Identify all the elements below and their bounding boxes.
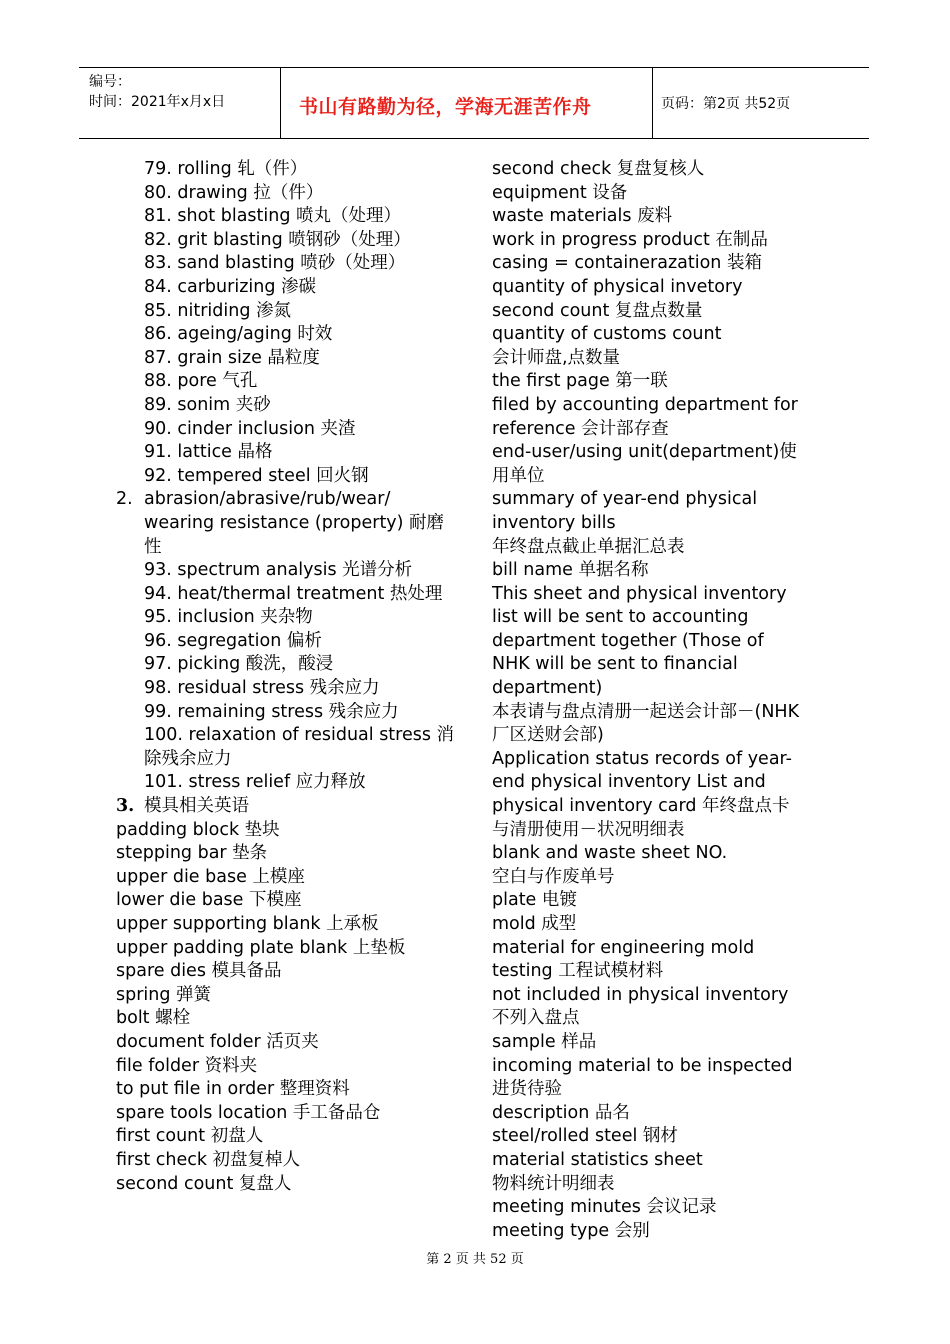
section-2-number: 2. bbox=[116, 489, 133, 510]
motto: 书山有路勤为径，学海无涯苦作舟 bbox=[299, 96, 592, 118]
right-column bbox=[492, 158, 837, 1243]
term-line: physical inventory card 年终盘点卡 bbox=[492, 796, 790, 817]
page-info: 页码：第2页 共52页 bbox=[661, 96, 791, 112]
term-list-c bbox=[116, 819, 461, 1197]
term-list-b bbox=[116, 559, 461, 795]
term-line: 82. grit blasting 喷钢砂（处理） bbox=[144, 229, 411, 250]
term-line: 101. stress relief 应力释放 bbox=[144, 772, 366, 793]
term-line: second count 复盘人 bbox=[116, 1173, 292, 1194]
section-3-number: 3. bbox=[116, 796, 135, 817]
term-line: end physical inventory List and bbox=[492, 772, 766, 793]
term-line: list will be sent to accounting bbox=[492, 607, 749, 628]
term-line: spring 弹簧 bbox=[116, 984, 212, 1005]
left-column bbox=[116, 158, 461, 1196]
term-line: mold 成型 bbox=[492, 914, 577, 934]
term-line: second check 复盘复核人 bbox=[492, 159, 705, 179]
term-line: second count 复盘点数量 bbox=[492, 300, 703, 321]
term-line: 86. ageing/aging 时效 bbox=[144, 324, 333, 345]
term-line: incoming material to be inspected bbox=[492, 1055, 793, 1076]
section-3-title: 模具相关英语 bbox=[144, 796, 249, 817]
term-line: end-user/using unit(department)使 bbox=[492, 442, 797, 463]
term-line: casing = containerazation 装箱 bbox=[492, 253, 762, 274]
term-line: 会计师盘,点数量 bbox=[492, 347, 621, 368]
term-line: 84. carburizing 渗碳 bbox=[144, 276, 317, 297]
term-line: 92. tempered steel 回火钢 bbox=[144, 465, 369, 486]
term-line: 94. heat/thermal treatment 热处理 bbox=[144, 583, 443, 604]
term-line: document folder 活页夹 bbox=[116, 1031, 319, 1052]
term-line: 厂区送财会部) bbox=[492, 725, 604, 746]
term-line: department together (Those of bbox=[492, 630, 764, 651]
page-header bbox=[79, 67, 869, 139]
number-label: 编号： bbox=[89, 74, 131, 90]
term-line: padding block 垫块 bbox=[116, 819, 280, 840]
term-line: 89. sonim 夹砂 bbox=[144, 394, 271, 415]
term-line: inventory bills bbox=[492, 512, 616, 533]
header-motto-cell bbox=[281, 68, 653, 138]
term-line: plate 电镀 bbox=[492, 890, 577, 911]
term-line: lower die base 下模座 bbox=[116, 890, 302, 911]
term-line: 100. relaxation of residual stress 消除残余应力 bbox=[144, 725, 455, 769]
term-line: 物料统计明细表 bbox=[492, 1173, 615, 1194]
term-line: not included in physical inventory bbox=[492, 984, 789, 1005]
term-line: testing 工程试模材料 bbox=[492, 961, 664, 982]
term-line: 79. rolling 轧（件） bbox=[144, 159, 308, 179]
term-line: description 品名 bbox=[492, 1102, 630, 1123]
term-line: 用单位 bbox=[492, 465, 545, 486]
term-line: steel/rolled steel 钢材 bbox=[492, 1126, 678, 1147]
term-line: 年终盘点截止单据汇总表 bbox=[492, 536, 685, 557]
term-line: spare dies 模具备品 bbox=[116, 961, 282, 982]
section-3 bbox=[116, 795, 461, 819]
term-line: material for engineering mold bbox=[492, 937, 755, 958]
term-line: bill name 单据名称 bbox=[492, 560, 649, 581]
term-line: 空白与作废单号 bbox=[492, 866, 615, 887]
term-line: bolt 螺栓 bbox=[116, 1008, 191, 1029]
term-line: waste materials 废料 bbox=[492, 206, 673, 227]
term-line: spare tools location 手工备品仓 bbox=[116, 1102, 381, 1123]
term-line: department) bbox=[492, 678, 603, 699]
term-line: This sheet and physical inventory bbox=[492, 583, 787, 604]
term-line: 96. segregation 偏析 bbox=[144, 630, 322, 651]
term-line: 与清册使用－状况明细表 bbox=[492, 819, 685, 840]
term-line: quantity of physical invetory bbox=[492, 276, 743, 297]
term-line: stepping bar 垫条 bbox=[116, 843, 268, 864]
term-line: first count 初盘人 bbox=[116, 1126, 264, 1147]
term-line: 进货待验 bbox=[492, 1079, 562, 1100]
term-line: file folder 资料夹 bbox=[116, 1055, 258, 1076]
term-line: NHK will be sent to financial bbox=[492, 654, 738, 675]
section-2-text: abrasion/abrasive/rub/wear/ wearing resistance (property) 耐磨性 bbox=[144, 489, 445, 557]
time-label: 时间：2021年x月x日 bbox=[89, 94, 226, 110]
term-line: 81. shot blasting 喷丸（处理） bbox=[144, 206, 402, 227]
term-line: 97. picking 酸洗，酸浸 bbox=[144, 654, 334, 675]
section-2 bbox=[116, 488, 461, 559]
term-list-a bbox=[116, 158, 461, 488]
term-line: quantity of customs count bbox=[492, 324, 722, 345]
term-line: 91. lattice 晶格 bbox=[144, 442, 273, 463]
page-footer: 第 2 页 共 52 页 bbox=[426, 1252, 524, 1267]
term-line: 93. spectrum analysis 光谱分析 bbox=[144, 560, 413, 581]
term-line: 85. nitriding 渗氮 bbox=[144, 300, 291, 321]
term-line: equipment 设备 bbox=[492, 182, 628, 203]
term-line: the first page 第一联 bbox=[492, 371, 668, 392]
term-line: summary of year-end physical bbox=[492, 489, 758, 510]
term-line: meeting minutes 会议记录 bbox=[492, 1197, 717, 1218]
term-line: 90. cinder inclusion 夹渣 bbox=[144, 418, 356, 439]
term-line: 88. pore 气孔 bbox=[144, 371, 258, 392]
term-line: upper padding plate blank 上垫板 bbox=[116, 937, 406, 958]
term-line: 87. grain size 晶粒度 bbox=[144, 347, 320, 368]
term-line: first check 初盘复棹人 bbox=[116, 1149, 301, 1170]
term-line: meeting type 会别 bbox=[492, 1220, 650, 1241]
term-line: 不列入盘点 bbox=[492, 1008, 580, 1029]
term-line: work in progress product 在制品 bbox=[492, 229, 768, 250]
term-line: blank and waste sheet NO. bbox=[492, 843, 728, 864]
term-line: material statistics sheet bbox=[492, 1149, 703, 1170]
term-line: 83. sand blasting 喷砂（处理） bbox=[144, 253, 406, 274]
term-line: upper die base 上模座 bbox=[116, 866, 305, 887]
term-line: Application status records of year- bbox=[492, 748, 792, 769]
term-line: reference 会计部存查 bbox=[492, 418, 669, 439]
term-line: sample 样品 bbox=[492, 1031, 597, 1052]
term-line: 99. remaining stress 残余应力 bbox=[144, 701, 399, 722]
term-line: 98. residual stress 残余应力 bbox=[144, 678, 380, 699]
term-line: 本表请与盘点清册一起送会计部－(NHK bbox=[492, 701, 800, 722]
header-meta bbox=[79, 68, 281, 138]
term-line: 95. inclusion 夹杂物 bbox=[144, 607, 313, 628]
term-line: upper supporting blank 上承板 bbox=[116, 914, 379, 934]
term-line: filed by accounting department for bbox=[492, 394, 798, 415]
term-line: 80. drawing 拉（件） bbox=[144, 182, 324, 203]
term-line: to put file in order 整理资料 bbox=[116, 1079, 350, 1100]
